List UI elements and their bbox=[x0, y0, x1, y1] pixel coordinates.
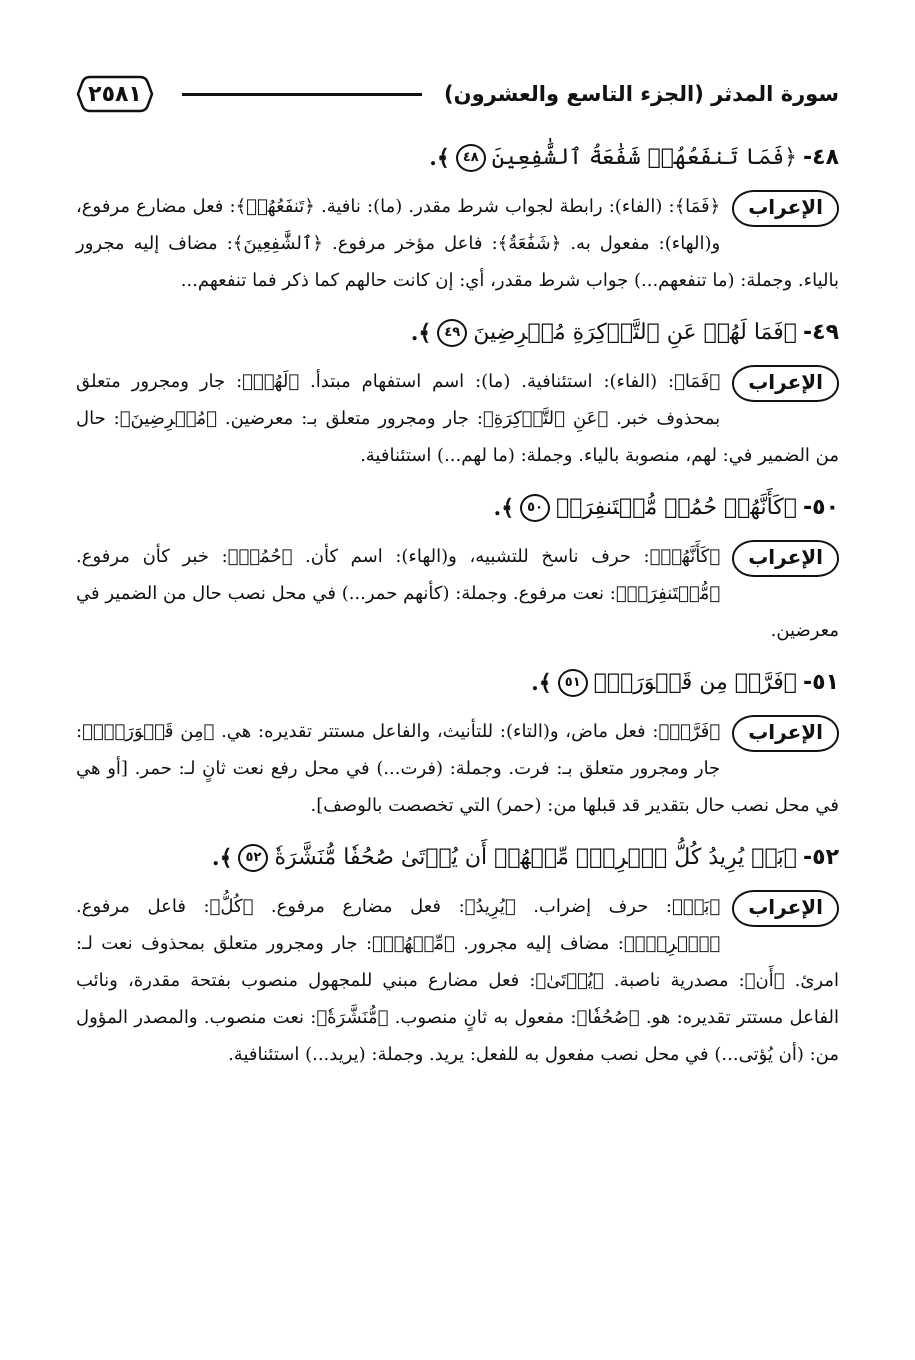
page-header bbox=[76, 64, 839, 124]
verse-block bbox=[76, 488, 839, 649]
verse-number: ٤٩- bbox=[803, 320, 839, 345]
verse-text: ﴿فَمَا تَنفَعُهُمۡ شَفَٰعَةُ ٱلشَّٰفِعِينَ bbox=[491, 145, 797, 170]
irab-paragraph bbox=[76, 363, 839, 474]
verse-line bbox=[76, 138, 839, 178]
verse-text: ﴿فَمَا لَهُمۡ عَنِ ٱلتَّذۡكِرَةِ مُعۡرِضِينَ bbox=[473, 320, 797, 345]
ayah-number-marker: ٥١ bbox=[558, 669, 588, 697]
irab-paragraph bbox=[76, 888, 839, 1073]
verse-text: ﴿بَلۡ يُرِيدُ كُلُّ ٱمۡرِيٕٖ مِّنۡهُمۡ أَن يُؤۡتَىٰ صُحُفٗا مُّنَشَّرَةٗ bbox=[274, 845, 797, 870]
verse-closing-bracket: ﴾. bbox=[531, 670, 552, 696]
verse-closing-bracket: ﴾. bbox=[410, 320, 432, 346]
irab-label: الإعراب bbox=[732, 365, 839, 402]
page-number: ٢٥٨١ bbox=[88, 81, 142, 107]
ayah-number-marker: ٥٠ bbox=[520, 494, 550, 522]
irab-paragraph bbox=[76, 538, 839, 649]
juz-name: (الجزء التاسع والعشرون) bbox=[444, 82, 704, 106]
irab-text: ﴿فَمَا﴾: (الفاء): رابطة لجواب شرط مقدر. (ما): نافية. ﴿تَنفَعُهُمۡ﴾: فعل مضارع مرفوع، و(الهاء): مفعول به. ﴿شَفَٰعَةُ﴾: فاعل مؤخر مرفوع. ﴿ٱلشَّٰفِعِينَ﴾: مضاف إليه مجرور بالياء. وجملة: (ما تنفعهم...) جواب شرط مقدر، أي: إن كانت حالهم كما ذكر فما تنفعهم... bbox=[76, 196, 839, 291]
ayah-number-marker: ٤٨ bbox=[456, 144, 486, 172]
page-number-ornament bbox=[76, 71, 154, 117]
irab-label: الإعراب bbox=[732, 890, 839, 927]
irab-paragraph bbox=[76, 188, 839, 299]
surah-name: سورة المدثر bbox=[711, 82, 839, 106]
ayah-number-marker: ٥٢ bbox=[238, 844, 268, 872]
irab-text: ﴿فَمَا﴾: (الفاء): استئنافية. (ما): اسم استفهام مبتدأ. ﴿لَهُمۡ﴾: جار ومجرور متعلق بمحذوف خبر. ﴿عَنِ ٱلتَّذۡكِرَةِ﴾: جار ومجرور متعلق بـ: معرضين. ﴿مُعۡرِضِينَ﴾: حال من الضمير في: لهم، منصوبة بالياء. وجملة: (ما لهم...) استئنافية. bbox=[76, 371, 839, 466]
verse-line bbox=[76, 313, 839, 353]
verse-line bbox=[76, 488, 839, 528]
header-rule bbox=[182, 93, 422, 96]
ayah-number-marker: ٤٩ bbox=[437, 319, 467, 347]
irab-label: الإعراب bbox=[732, 540, 839, 577]
verse-block bbox=[76, 313, 839, 474]
irab-text: ﴿كَأَنَّهُمۡ﴾: حرف ناسخ للتشبيه، و(الهاء): اسم كأن. ﴿حُمُرٞ﴾: خبر كأن مرفوع. ﴿مُّسۡتَنفِرَةٞ﴾: نعت مرفوع. وجملة: (كأنهم حمر...) في محل نصب حال من الضمير في معرضين. bbox=[76, 546, 839, 641]
verse-number: ٥١- bbox=[803, 670, 839, 695]
running-title bbox=[444, 82, 839, 106]
verse-number: ٥٠- bbox=[803, 495, 839, 520]
verse-text: ﴿فَرَّتۡ مِن قَسۡوَرَةِۭ bbox=[593, 670, 797, 695]
verse-block bbox=[76, 138, 839, 299]
verse-line bbox=[76, 838, 839, 878]
irab-paragraph bbox=[76, 713, 839, 824]
verse-closing-bracket: ﴾. bbox=[429, 145, 450, 171]
verse-closing-bracket: ﴾. bbox=[211, 845, 233, 871]
verse-line bbox=[76, 663, 839, 703]
verse-number: ٤٨- bbox=[803, 145, 839, 170]
verse-number: ٥٢- bbox=[803, 845, 839, 870]
irab-label: الإعراب bbox=[732, 715, 839, 752]
verse-closing-bracket: ﴾. bbox=[493, 495, 515, 521]
irab-label: الإعراب bbox=[732, 190, 839, 227]
verse-block bbox=[76, 838, 839, 1073]
verse-text: ﴿كَأَنَّهُمۡ حُمُرٞ مُّسۡتَنفِرَةٞ bbox=[556, 495, 797, 520]
irab-text: ﴿فَرَّتۡ﴾: فعل ماض، و(التاء): للتأنيث، والفاعل مستتر تقديره: هي. ﴿مِن قَسۡوَرَةِۭ﴾: جار ومجرور متعلق بـ: فرت. وجملة: (فرت...) في محل رفع نعت ثانٍ لـ: حمر. [أو هي في محل نصب حال بتقدير قد قبلها من: (حمر) التي تخصصت بالوصف]. bbox=[76, 721, 839, 816]
verse-block bbox=[76, 663, 839, 824]
irab-text: ﴿بَلۡ﴾: حرف إضراب. ﴿يُرِيدُ﴾: فعل مضارع مرفوع. ﴿كُلُّ﴾: فاعل مرفوع. ﴿ٱمۡرِيٕٖ﴾: مضاف إليه مجرور. ﴿مِّنۡهُمۡ﴾: جار ومجرور متعلق بمحذوف نعت لـ: امرئ. ﴿أَن﴾: مصدرية ناصبة. ﴿يُؤۡتَىٰ﴾: فعل مضارع مبني للمجهول منصوب بفتحة مقدرة، ونائب الفاعل مستتر تقديره: هو. ﴿صُحُفٗا﴾: مفعول به ثانٍ منصوب. ﴿مُّنَشَّرَةٗ﴾: نعت منصوب. والمصدر المؤول من: (أن يُؤتى...) في محل نصب مفعول به للفعل: يريد. وجملة: (يريد...) استئنافية. bbox=[76, 896, 839, 1065]
